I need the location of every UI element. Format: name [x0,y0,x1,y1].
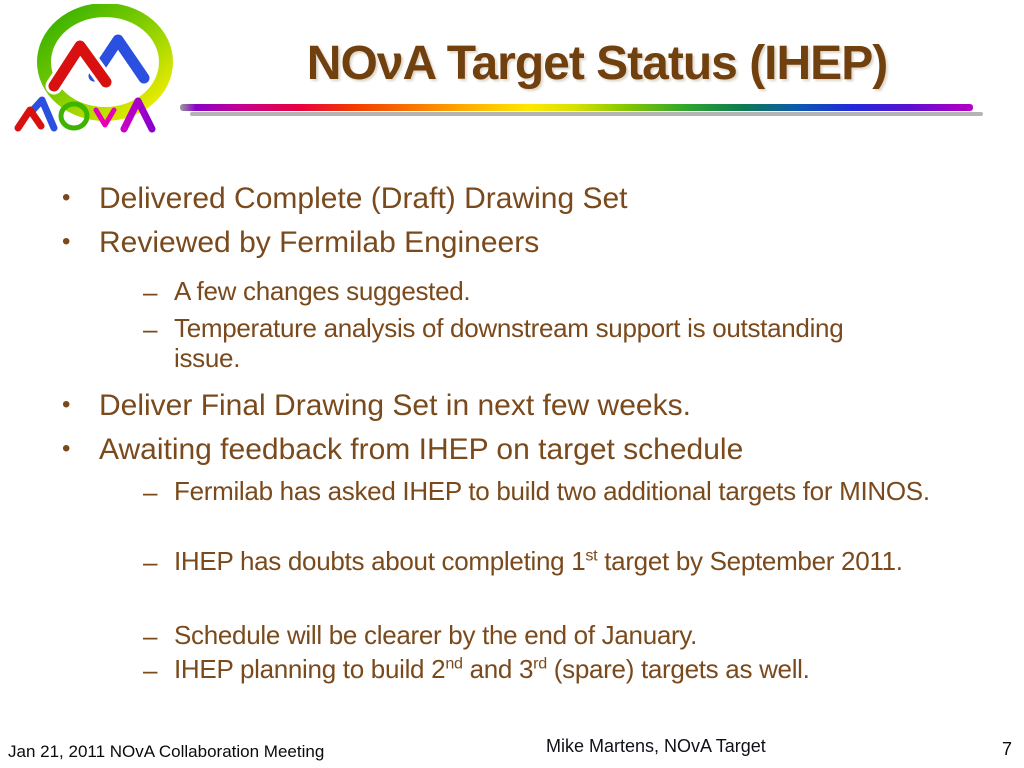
bullet-marker: • [62,228,71,255]
bullet-text: Deliver Final Drawing Set in next few weeks. [99,389,691,422]
slide-page-number: 7 [1001,739,1012,759]
sub-bullet-item [143,547,903,577]
bullet-item [62,226,539,259]
nova-logo [10,4,188,136]
bullet-text: Schedule will be clearer by the end of January. [174,620,698,650]
sub-bullet-item [143,655,810,685]
bullet-item [62,182,628,215]
bullet-item [62,433,743,466]
dash-marker: – [143,477,158,507]
ordinal-superscript: nd [445,654,463,673]
bullet-text: IHEP planning to build 2nd and 3rd (spare) targets as well. [174,654,810,684]
footer-meeting-info: Jan 21, 2011 NOvA Collaboration Meeting [8,742,325,761]
bullet-text: Delivered Complete (Draft) Drawing Set [99,182,628,215]
sub-bullet-item [143,277,470,307]
logo-zigzag-n [54,40,144,86]
rainbow-divider-shadow [190,112,983,116]
dash-marker: – [143,547,158,577]
bullet-text: Awaiting feedback from IHEP on target schedule [99,433,744,466]
bullet-text: Reviewed by Fermilab Engineers [99,226,540,259]
slide-title: NOνA Target Status (IHEP) [306,37,888,90]
sub-bullet-item [143,314,874,374]
ordinal-superscript: rd [533,654,547,673]
rainbow-divider [180,104,973,111]
sub-bullet-item [143,477,930,507]
dash-marker: – [143,621,158,651]
ordinal-superscript: st [585,546,598,565]
bullet-marker: • [62,184,71,211]
bullet-item [62,389,691,422]
bullet-marker: • [62,391,71,418]
bullet-text: IHEP has doubts about completing 1st target by September 2011. [174,546,903,576]
dash-marker: – [143,655,158,685]
dash-marker: – [143,314,158,344]
bullet-marker: • [62,435,71,462]
footer-author-info: Mike Martens, NOvA Target [546,736,766,756]
bullet-text: Temperature analysis of downstream support is outstanding issue. [174,313,844,373]
bullet-text: Fermilab has asked IHEP to build two additional targets for MINOS. [174,476,930,506]
bullet-text: A few changes suggested. [174,276,471,306]
sub-bullet-item [143,621,697,651]
dash-marker: – [143,277,158,307]
